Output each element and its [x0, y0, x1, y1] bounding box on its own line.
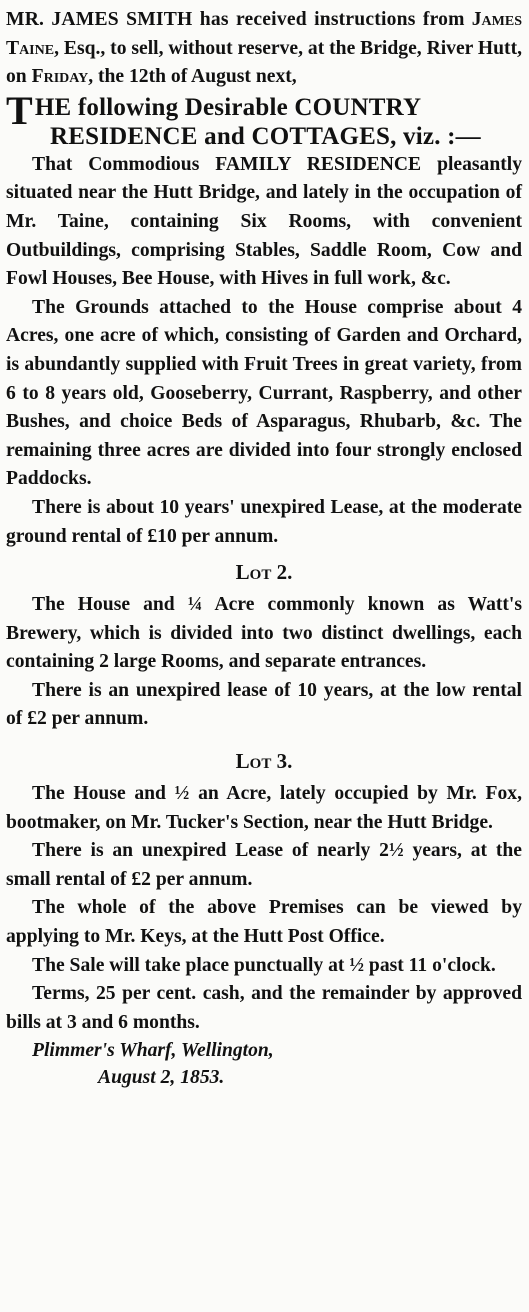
sale-day: Friday [31, 66, 89, 88]
grounds-paragraph: The Grounds attached to the House comprise about 4 Acres, one acre of which, consisting of Garden and Orchard, is abundantly supplied with Fruit Trees in great variety, from 6 to 8 years old, Gooseberry, Currant, Raspberry, and other Bushes, and choice Beds of Asparagus, Rhubarb, &c. The remaining three acres are divided into four strongly enclosed Paddocks. [6, 296, 522, 490]
signoff-date: August 2, 1853. [98, 1067, 225, 1089]
vendor-name: James Taine [6, 9, 522, 59]
viewing-paragraph: The whole of the above Premises can be viewed by applying to Mr. Keys, at the Hutt Post Office. [6, 897, 522, 948]
residence-paragraph: That Commodious FAMILY RESIDENCE pleasantly situated near the Hutt Bridge, and lately in the occupation of Mr. Taine, containing Six Rooms, with convenient Outbuildings, comprising Stables, Saddle Room, Cow and Fowl Houses, Bee House, with Hives in full work, &c. [6, 153, 522, 290]
lease-paragraph: There is about 10 years' unexpired Lease, at the moderate ground rental of £10 per annum. [6, 496, 522, 547]
headline-dropcap: T [6, 87, 33, 133]
lot-2-lease-paragraph: There is an unexpired lease of 10 years, at the low rental of £2 per annum. [6, 679, 522, 730]
intro-tail: , the 12th of August next, [88, 66, 297, 88]
lot-2-heading: Lot 2. [235, 560, 293, 585]
intro-paragraph [6, 6, 522, 92]
terms-paragraph: Terms, 25 per cent. cash, and the remainder by approved bills at 3 and 6 months. [6, 983, 522, 1033]
lot-2-house-paragraph: The House and ¼ Acre commonly known as Watt's Brewery, which is divided into two distinct dwellings, each containing 2 large Rooms, and separate entrances. [6, 594, 522, 673]
headline-line-1: HE following Desirable COUNTRY [34, 93, 422, 121]
lot-3-lease-paragraph: There is an unexpired Lease of nearly 2½ years, at the small rental of £2 per annum. [6, 840, 522, 890]
sale-time-paragraph: The Sale will take place punctually at ½ past 11 o'clock. [32, 954, 496, 976]
intro-lead: MR. JAMES SMITH has received instructions from [6, 9, 465, 30]
headline-line-2: RESIDENCE and COTTAGES, viz. :— [50, 122, 481, 150]
advertisement-column [6, 6, 522, 1091]
headline [6, 87, 522, 151]
lot-3-house-paragraph: The House and ½ an Acre, lately occupied by Mr. Fox, bootmaker, on Mr. Tucker's Section, near the Hutt Bridge. [6, 783, 522, 833]
intro-middle: , Esq., to sell, without reserve, at the Bridge, River Hutt, on [6, 37, 522, 88]
signoff-place: Plimmer's Wharf, Wellington, [32, 1040, 274, 1062]
lot-3-heading: Lot 3. [235, 749, 293, 774]
